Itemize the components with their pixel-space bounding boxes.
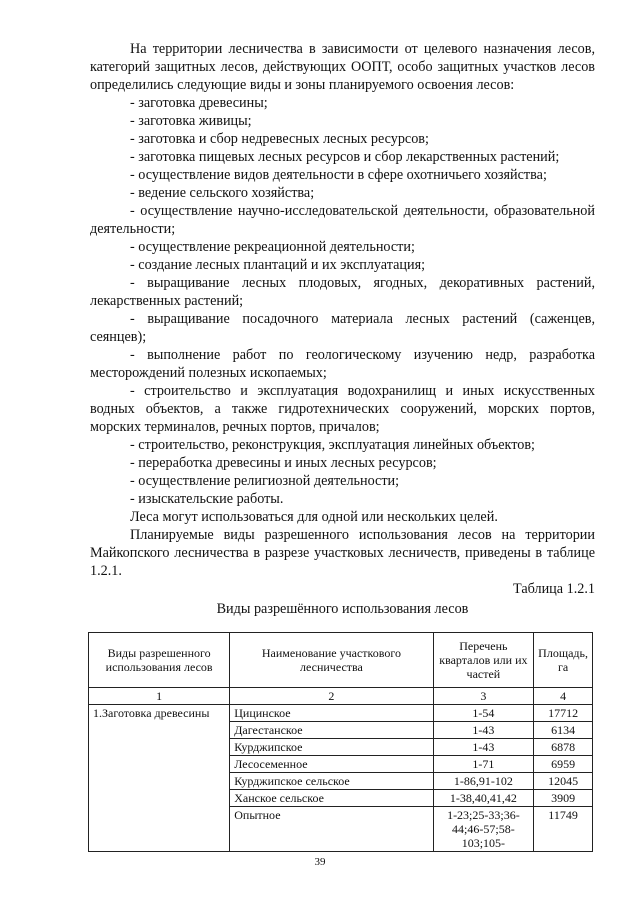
paragraph: - осуществление научно-исследовательской деятельности, образовательной деятельности; (90, 203, 595, 237)
list-item: - ведение сельского хозяйства; (130, 185, 315, 201)
quarters-cell: 1-38,40,41,42 (433, 790, 534, 807)
list-item: - заготовка живицы; (130, 113, 252, 129)
table-body (89, 705, 593, 852)
header-area: Площадь, га (534, 633, 593, 688)
list-item: - заготовка древесины; (130, 95, 268, 111)
list-item: - заготовка пищевых лесных ресурсов и сбор лекарственных растений; (130, 149, 560, 165)
paragraph: - выращивание посадочного материала лесных растений (саженцев, сеянцев); (90, 311, 595, 345)
forestry-name-cell: Дагестанское (230, 722, 433, 739)
quarters-cell: 1-71 (433, 756, 534, 773)
column-number: 3 (433, 688, 534, 705)
paragraph: На территории лесничества в зависимости от целевого назначения лесов, категорий защитных лесов, действующих ООПТ, особо защитных участков лесов определились следующие виды и зоны планируемого освоения лесов: (90, 41, 595, 93)
paragraph-list (90, 40, 595, 580)
paragraph: Планируемые виды разрешенного использования лесов на территории Майкопского лесничества в разрезе участковых лесничеств, приведены в таблице 1.2.1. (90, 527, 595, 579)
column-number: 2 (230, 688, 433, 705)
header-forestry-name: Наименование участкового лесничества (230, 633, 433, 688)
list-item: - изыскательские работы. (130, 491, 284, 507)
body-text (90, 40, 595, 618)
table-header-row (89, 633, 593, 688)
column-number: 1 (89, 688, 230, 705)
forestry-name-cell: Курджипское сельское (230, 773, 433, 790)
paragraph: - выполнение работ по геологическому изучению недр, разработка месторождений полезных ископаемых; (90, 347, 595, 381)
forestry-name-cell: Лесосеменное (230, 756, 433, 773)
area-cell: 17712 (534, 705, 593, 722)
area-cell: 6959 (534, 756, 593, 773)
quarters-cell: 1-43 (433, 722, 534, 739)
list-item: - осуществление рекреационной деятельности; (130, 239, 415, 255)
list-item: - осуществление религиозной деятельности; (130, 473, 400, 489)
area-cell: 11749 (534, 807, 593, 852)
list-item: - заготовка и сбор недревесных лесных ресурсов; (130, 131, 429, 147)
header-use-type: Виды разрешенного использования лесов (89, 633, 230, 688)
table-label: Таблица 1.2.1 (513, 581, 595, 597)
paragraph: - выращивание лесных плодовых, ягодных, декоративных растений, лекарственных растений; (90, 275, 595, 309)
header-quarters: Перечень кварталов или их частей (433, 633, 534, 688)
quarters-cell: 1-54 (433, 705, 534, 722)
area-cell: 3909 (534, 790, 593, 807)
quarters-cell: 1-86,91-102 (433, 773, 534, 790)
use-type-cell: 1.Заготовка древесины (89, 705, 230, 852)
column-number: 4 (534, 688, 593, 705)
page-number: 39 (314, 856, 326, 868)
area-cell: 12045 (534, 773, 593, 790)
forestry-name-cell: Опытное (230, 807, 433, 852)
paragraph: - строительство и эксплуатация водохранилищ и иных искусственных водных объектов, а также гидротехнических сооружений, морских портов, морских терминалов, речных портов, причалов; (90, 383, 595, 435)
paragraph: Леса могут использоваться для одной или нескольких целей. (130, 509, 498, 525)
forestry-name-cell: Ханское сельское (230, 790, 433, 807)
table-number-row (89, 688, 593, 705)
list-item: - осуществление видов деятельности в сфере охотничьего хозяйства; (130, 167, 547, 183)
list-item: - создание лесных плантаций и их эксплуатация; (130, 257, 426, 273)
quarters-cell: 1-43 (433, 739, 534, 756)
list-item: - переработка древесины и иных лесных ресурсов; (130, 455, 437, 471)
list-item: - строительство, реконструкция, эксплуатация линейных объектов; (130, 437, 535, 453)
area-cell: 6134 (534, 722, 593, 739)
area-cell: 6878 (534, 739, 593, 756)
land-use-table (88, 632, 593, 852)
table-row (89, 705, 593, 722)
quarters-cell: 1-23;25-33;36-44;46-57;58-103;105- (433, 807, 534, 852)
forestry-name-cell: Цицинское (230, 705, 433, 722)
table-caption: Виды разрешённого использования лесов (216, 601, 469, 617)
forestry-name-cell: Курджипское (230, 739, 433, 756)
